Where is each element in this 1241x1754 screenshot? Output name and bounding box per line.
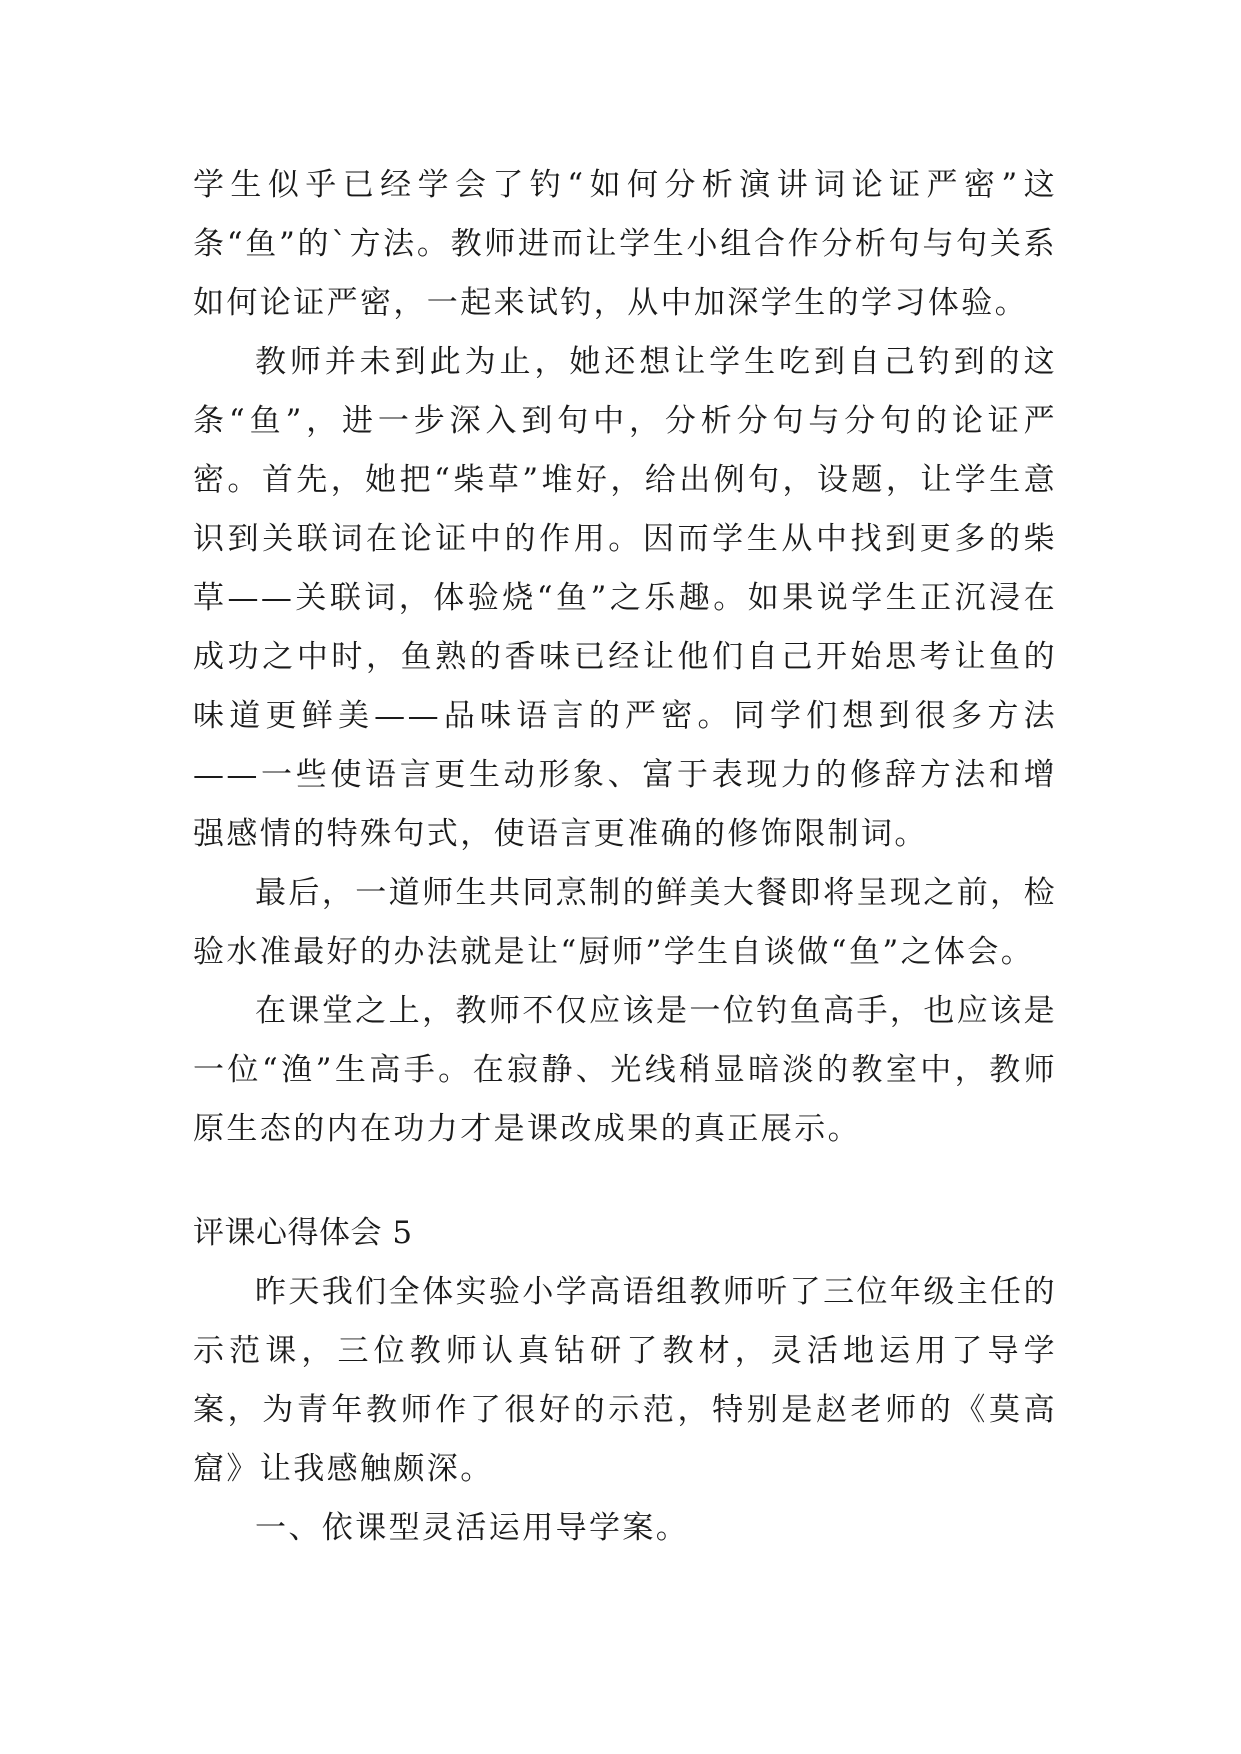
body-text-upper [193,156,1057,1159]
paragraph: 教师并未到此为止，她还想让学生吃到自己钓到的这条“鱼”，进一步深入到句中，分析分句与分句的论证严密。首先，她把“柴草”堆好，给出例句，设题，让学生意识到关联词在论证中的作用。因而学生从中找到更多的柴草——关联词，体验烧“鱼”之乐趣。如果说学生正沉浸在成功之中时，鱼熟的香味已经让他们自己开始思考让鱼的味道更鲜美——品味语言的严密。同学们想到很多方法——一些使语言更生动形象、富于表现力的修辞方法和增强感情的特殊句式，使语言更准确的修饰限制词。 [193,344,1057,852]
paragraph: 昨天我们全体实验小学高语组教师听了三位年级主任的示范课，三位教师认真钻研了教材，灵活地运用了导学案，为青年教师作了很好的示范，特别是赵老师的《莫高窟》让我感触颇深。 [193,1274,1057,1487]
paragraph: 一、依课型灵活运用导学案。 [255,1510,690,1546]
paragraph: 在课堂之上，教师不仅应该是一位钓鱼高手，也应该是一位“渔”生高手。在寂静、光线稍显暗淡的教室中，教师原生态的内在功力才是课改成果的真正展示。 [193,993,1057,1147]
section-heading: 评课心得体会 5 [193,1215,413,1251]
paragraph: 最后，一道师生共同烹制的鲜美大餐即将呈现之前，检验水准最好的办法就是让“厨师”学生自谈做“鱼”之体会。 [193,875,1057,970]
paragraph-continuation: 学生似乎已经学会了钓“如何分析演讲词论证严密”这条“鱼”的`方法。教师进而让学生小组合作分析句与句关系如何论证严密，一起来试钓，从中加深学生的学习体验。 [193,167,1057,321]
body-text-lower [193,1204,1057,1558]
